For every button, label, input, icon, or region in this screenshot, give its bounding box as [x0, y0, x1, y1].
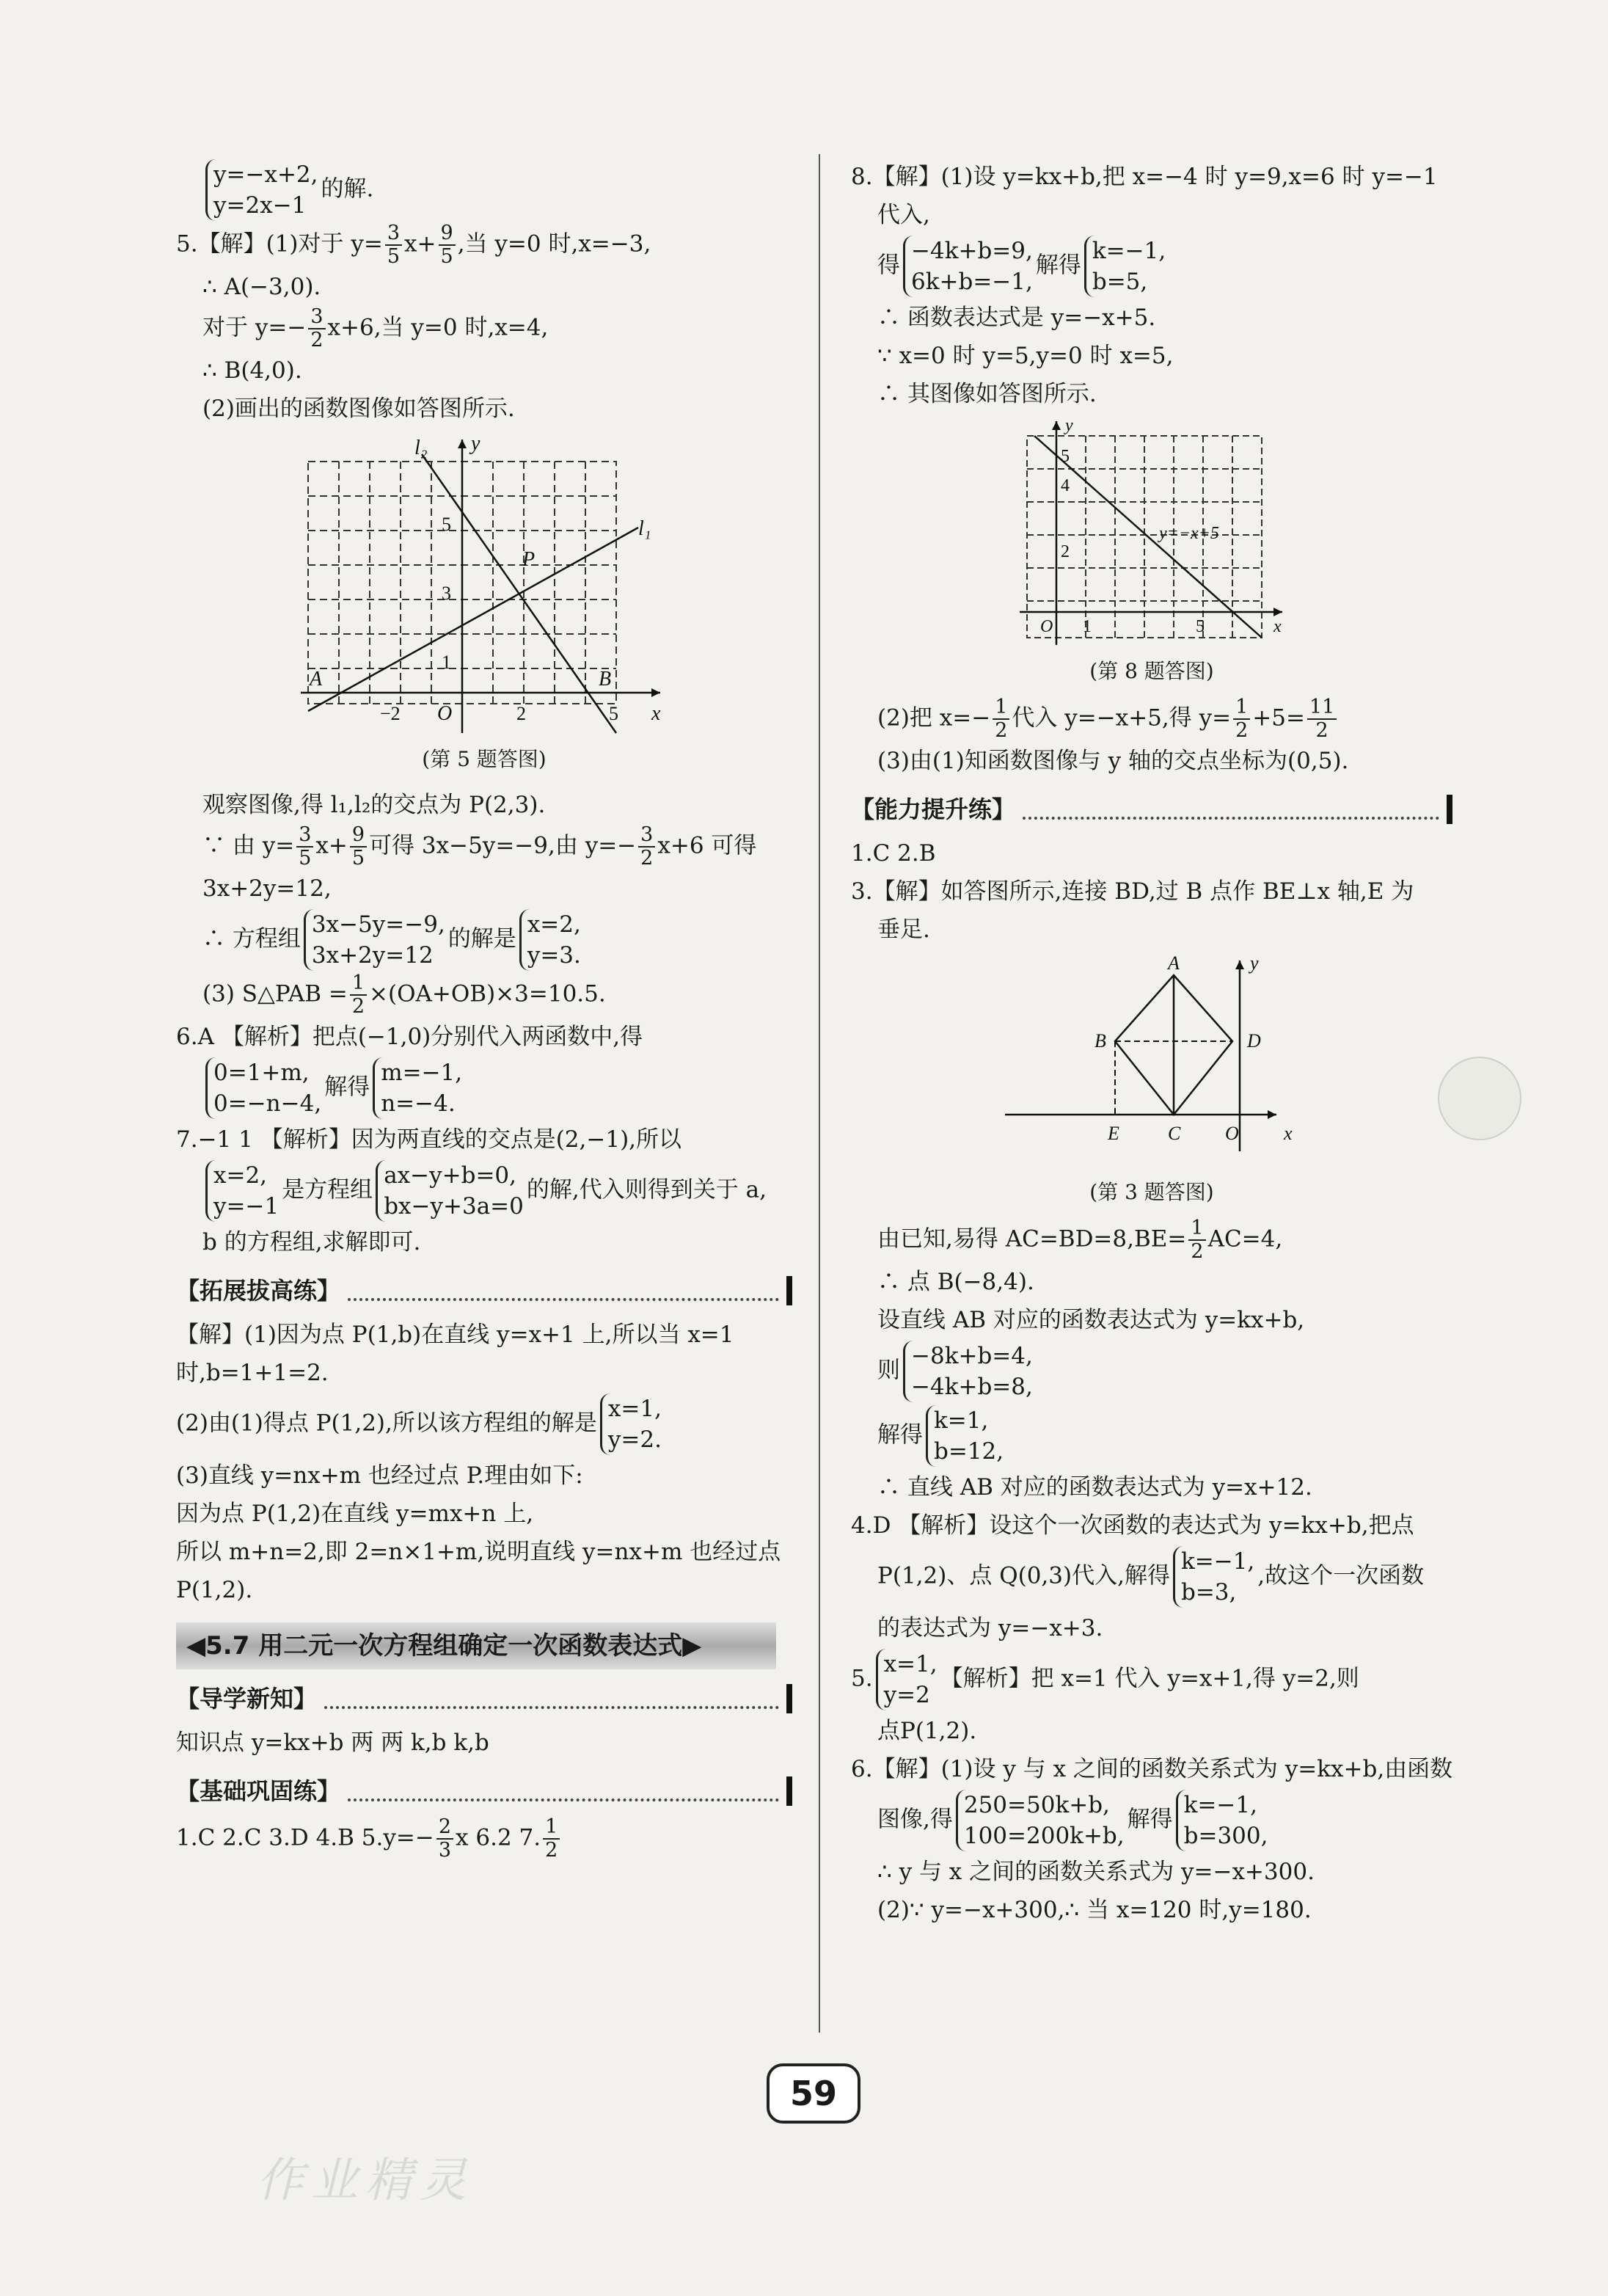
q6-line: 6.【解】(1)设 y 与 x 之间的函数关系式为 y=kx+b,由函数: [851, 1756, 1453, 1782]
fraction: $\frac{3}{2}$: [308, 306, 325, 351]
fraction: $\frac{3}{5}$: [385, 222, 402, 268]
fraction: $\frac{1}{2}$: [543, 1816, 560, 1862]
left-column: [176, 158, 792, 1862]
section-heading-extension: 【拓展拔高练】: [176, 1272, 792, 1310]
label-A: A: [1168, 953, 1180, 974]
text-line: 因为点 P(1,2)在直线 y=mx+n 上,: [176, 1501, 534, 1527]
label-P: P: [522, 548, 536, 571]
text-line: (3) S△PAB = $\frac{1}{2}$ ×(OA+OB)×3=10.5.: [202, 972, 606, 1018]
text-line: y=−x+2, y=2x−1 的解.: [176, 158, 792, 222]
equation-system: −8k+b=4, −4k+b=8,: [903, 1341, 1033, 1402]
text-line: 的表达式为 y=−x+3.: [877, 1615, 1103, 1641]
equation-system: ax−y+b=0, bx−y+3a=0: [376, 1160, 524, 1222]
label-E: E: [1108, 1123, 1119, 1144]
section-heading-basic: 【基础巩固练】: [176, 1772, 792, 1810]
label-l2: l₂: [414, 437, 428, 459]
text-line: 0=1+m, 0=−n−4, 解得 m=−1, n=−4.: [176, 1056, 792, 1120]
fraction: $\frac{2}{3}$: [436, 1816, 453, 1862]
tick-y-5: 5: [1061, 447, 1070, 466]
text-line: ∴ 方程组 3x−5y=−9, 3x+2y=12 的解是 x=2, y=3.: [176, 908, 792, 972]
fraction: $\frac{3}{2}$: [638, 824, 655, 870]
q5-line: 5.【解】(1)对于 y= $\frac{3}{5}$ x+ $\frac{9}{5}$ ,当 y=0 时,x=−3,: [176, 222, 651, 268]
label-A: A: [310, 668, 323, 690]
label-O: O: [1225, 1123, 1239, 1144]
fraction: $\frac{3}{5}$: [296, 824, 313, 870]
fraction: $\frac{1}{2}$: [1233, 696, 1250, 742]
equation-system: x=1, y=2.: [600, 1393, 662, 1455]
label-x-axis: x: [1284, 1123, 1293, 1144]
text-line: ∴ B(4,0).: [202, 357, 302, 384]
lesson-banner: ◀5.7 用二元一次方程组确定一次函数表达式▶: [176, 1622, 776, 1669]
watermark: 作业精灵: [257, 2154, 474, 2208]
seal-badge-icon: [1438, 1057, 1521, 1140]
tick-y-3: 3: [442, 583, 451, 604]
tick-x-neg2: −2: [380, 703, 401, 724]
label-B: B: [599, 668, 612, 690]
text-line: 设直线 AB 对应的函数表达式为 y=kx+b,: [877, 1307, 1305, 1333]
fraction: $\frac{1}{2}$: [1188, 1217, 1205, 1263]
label-C: C: [1168, 1123, 1181, 1144]
text-line: P(1,2).: [176, 1577, 253, 1603]
equation-system: 0=1+m, 0=−n−4,: [205, 1057, 321, 1119]
tick-x-5: 5: [1196, 617, 1205, 636]
figure-caption: (第 8 题答图): [1089, 659, 1214, 683]
figure-q3-diagram: [998, 953, 1306, 1173]
text-line: 解得 k=1, b=12,: [851, 1404, 1452, 1468]
line-label: y=−x+5: [1159, 524, 1219, 543]
text-line: (2)把 x=− $\frac{1}{2}$ 代入 y=−x+5,得 y= $\frac{1}{2}$ +5= $\frac{11}{2}$: [851, 696, 1452, 742]
q8-line: 8.【解】(1)设 y=kx+b,把 x=−4 时 y=9,x=6 时 y=−1: [851, 164, 1438, 190]
text-line: 由已知,易得 AC=BD=8,BE= $\frac{1}{2}$ AC=4,: [877, 1217, 1283, 1263]
figure-caption: (第 5 题答图): [422, 747, 547, 771]
text-line: (2)画出的函数图像如答图所示.: [202, 396, 515, 422]
text-line: 得 −4k+b=9, 6k+b=−1, 解得 k=−1, b=5,: [851, 234, 1452, 299]
label-x-axis: x: [1273, 617, 1282, 636]
text-line: b 的方程组,求解即可.: [202, 1229, 421, 1255]
text-line: (3)由(1)知函数图像与 y 轴的交点坐标为(0,5).: [877, 748, 1349, 774]
text-line: ∴ 其图像如答图所示.: [877, 381, 1097, 407]
equation-system: k=−1, b=300,: [1176, 1790, 1268, 1851]
text-line: ∵ x=0 时 y=5,y=0 时 x=5,: [877, 343, 1174, 369]
text-line: 观察图像,得 l₁,l₂的交点为 P(2,3).: [202, 792, 546, 818]
figure-caption: (第 3 题答图): [1089, 1180, 1214, 1204]
label-y-axis: y: [1065, 418, 1073, 435]
text-line: (3)直线 y=nx+m 也经过点 P.理由如下:: [176, 1462, 583, 1489]
text-line: ∴ 直线 AB 对应的函数表达式为 y=x+12.: [877, 1474, 1312, 1501]
equation-system: k=−1, b=5,: [1084, 236, 1166, 297]
figure-q8-graph: [1012, 418, 1291, 652]
text-line: (2)∵ y=−x+300,∴ 当 x=120 时,y=180.: [877, 1897, 1312, 1923]
equation-system: x=2, y=−1: [205, 1160, 279, 1222]
fraction: $\frac{1}{2}$: [993, 696, 1009, 742]
text-line: x=2, y=−1 是方程组 ax−y+b=0, bx−y+3a=0 的解,代入则得到关于 a,: [176, 1159, 792, 1223]
fraction: $\frac{11}{2}$: [1307, 696, 1337, 742]
text-line: ∴ 函数表达式是 y=−x+5.: [877, 305, 1156, 331]
label-D: D: [1247, 1030, 1261, 1052]
equation-system: 3x−5y=−9, 3x+2y=12: [304, 909, 445, 971]
tick-y-4: 4: [1061, 476, 1070, 495]
text-line: 所以 m+n=2,即 2=n×1+m,说明直线 y=nx+m 也经过点: [176, 1539, 781, 1565]
tick-x-1: 1: [1083, 617, 1092, 636]
label-y-axis: y: [471, 432, 480, 455]
label-O: O: [437, 702, 453, 725]
equation-system: x=2, y=3.: [519, 909, 581, 971]
right-column: [851, 158, 1452, 1929]
text-line: 代入,: [877, 202, 930, 228]
text-line: 【解】(1)因为点 P(1,b)在直线 y=x+1 上,所以当 x=1: [176, 1322, 734, 1348]
label-y-axis: y: [1250, 953, 1259, 974]
text-line: 3.【解】如答图所示,连接 BD,过 B 点作 BE⊥x 轴,E 为: [851, 878, 1414, 905]
q4-line: 4.D 【解析】设这个一次函数的表达式为 y=kx+b,把点: [851, 1512, 1414, 1539]
equation-system: y=−x+2, y=2x−1: [205, 159, 318, 221]
text-line: 则 −8k+b=4, −4k+b=8,: [851, 1339, 1452, 1404]
equation-system: x=1, y=2: [876, 1649, 938, 1710]
tick-y-1: 1: [442, 652, 451, 673]
text-line: 图像,得 250=50k+b, 100=200k+b, 解得 k=−1, b=300,: [851, 1788, 1452, 1853]
text-line: 3x+2y=12,: [202, 875, 332, 902]
text-line: (2)由(1)得点 P(1,2),所以该方程组的解是 x=1, y=2.: [176, 1392, 792, 1457]
text-line: ∴ y 与 x 之间的函数关系式为 y=−x+300.: [877, 1859, 1315, 1885]
equation-system: k=−1, b=3,: [1173, 1546, 1254, 1608]
fraction: $\frac{1}{2}$: [350, 972, 367, 1018]
text-line: P(1,2)、点 Q(0,3)代入,解得 k=−1, b=3, ,故这个一次函数: [851, 1545, 1452, 1609]
tick-x-2: 2: [516, 703, 526, 724]
tick-y-2: 2: [1061, 542, 1070, 561]
tick-y-5: 5: [442, 514, 451, 535]
text-line: 点P(1,2).: [877, 1718, 977, 1744]
q5-line: 5. x=1, y=2 【解析】把 x=1 代入 y=x+1,得 y=2,则: [851, 1647, 1452, 1712]
section-heading-ability: 【能力提升练】: [851, 790, 1452, 828]
equation-system: k=1, b=12,: [926, 1405, 1004, 1467]
text-line: ∴ A(−3,0).: [202, 274, 321, 300]
equation-system: −4k+b=9, 6k+b=−1,: [903, 236, 1033, 297]
equation-system: m=−1, n=−4.: [373, 1057, 462, 1119]
fraction: $\frac{9}{5}$: [439, 222, 456, 268]
figure-q5-graph: [293, 432, 675, 740]
label-O: O: [1040, 617, 1053, 636]
answers-line: 1.C 2.C 3.D 4.B 5.y=− $\frac{2}{3}$ x 6.2 7. $\frac{1}{2}$: [176, 1816, 792, 1862]
equation-system: 250=50k+b, 100=200k+b,: [956, 1790, 1125, 1851]
page-number: 59: [767, 2063, 860, 2124]
text-line: 知识点 y=kx+b 两 两 k,b k,b: [176, 1730, 489, 1756]
text-line: ∵ 由 y= $\frac{3}{5}$ x+ $\frac{9}{5}$ 可得 3x−5y=−9,由 y=− $\frac{3}{2}$ x+6 可得: [202, 823, 757, 870]
q6-line: 6.A 【解析】把点(−1,0)分别代入两函数中,得: [176, 1024, 643, 1050]
text-line: ∴ 点 B(−8,4).: [877, 1269, 1034, 1295]
column-divider: [819, 154, 820, 2033]
fraction: $\frac{9}{5}$: [350, 824, 367, 870]
text-line: 时,b=1+1=2.: [176, 1360, 329, 1386]
label-l1: l₁: [638, 517, 651, 540]
answers-line: 1.C 2.B: [851, 840, 936, 867]
label-B: B: [1094, 1030, 1106, 1052]
text-line: 垂足.: [877, 916, 930, 943]
label-x-axis: x: [651, 702, 661, 725]
tick-x-5: 5: [609, 703, 618, 724]
section-heading-guide: 【导学新知】: [176, 1680, 792, 1718]
text-line: 对于 y=− $\frac{3}{2}$ x+6,当 y=0 时,x=4,: [202, 305, 549, 351]
q7-line: 7.−1 1 【解析】因为两直线的交点是(2,−1),所以: [176, 1126, 682, 1153]
